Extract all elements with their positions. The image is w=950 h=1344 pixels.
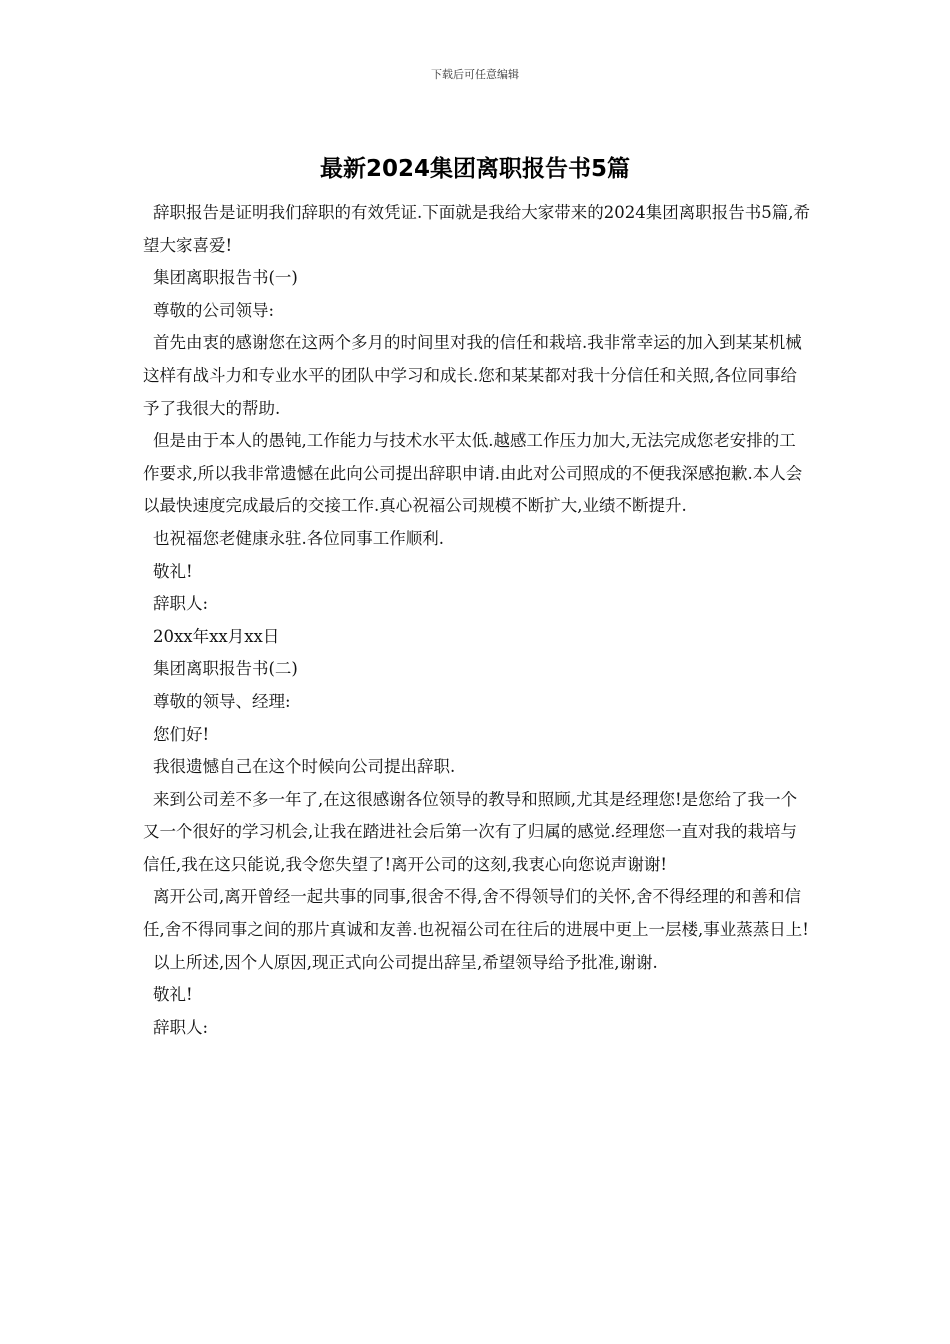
paragraph: 但是由于本人的愚钝,工作能力与技术水平太低.越感工作压力加大,无法完成您老安排的工作要求,所以我非常遗憾在此向公司提出辞职申请.由此对公司照成的不便我深感抱歉.本人会以最快速度完成最后的交接工作.真心祝福公司规模不断扩大,业绩不断提升.	[143, 431, 803, 516]
paragraph: 来到公司差不多一年了,在这很感谢各位领导的教导和照顾,尤其是经理您!是您给了我一个又一个很好的学习机会,让我在踏进社会后第一次有了归属的感觉.经理您一直对我的栽培与信任,我在这只能说,我令您失望了!离开公司的这刻,我衷心向您说声谢谢!	[143, 789, 798, 874]
paragraph: 以上所述,因个人原因,现正式向公司提出辞呈,希望领导给予批准,谢谢.	[153, 952, 658, 972]
paragraph: 离开公司,离开曾经一起共事的同事,很舍不得,舍不得领导们的关怀,舍不得经理的和善和信任,舍不得同事之间的那片真诚和友善.也祝福公司在往后的进展中更上一层楼,事业蒸蒸日上!	[143, 887, 809, 940]
paragraph: 辞职报告是证明我们辞职的有效凭证.下面就是我给大家带来的2024集团离职报告书5篇,希望大家喜爱!	[143, 203, 810, 255]
paragraph: 也祝福您老健康永驻.各位同事工作顺利.	[153, 528, 444, 548]
document-body	[143, 197, 811, 1044]
document-title: 最新2024集团离职报告书5篇	[319, 156, 631, 182]
closing: 敬礼!	[153, 985, 193, 1005]
signature-label: 辞职人:	[153, 594, 209, 614]
paragraph: 我很遗憾自己在这个时候向公司提出辞职.	[153, 757, 456, 777]
date-line: 20xx年xx月xx日	[153, 626, 280, 646]
signature-label: 辞职人:	[153, 1017, 209, 1037]
closing: 敬礼!	[153, 561, 193, 581]
section-heading: 集团离职报告书(二)	[153, 659, 298, 679]
header-note: 下载后可任意编辑	[431, 68, 519, 81]
section-heading: 集团离职报告书(一)	[153, 268, 298, 288]
salutation: 尊敬的公司领导:	[153, 300, 275, 320]
paragraph: 首先由衷的感谢您在这两个多月的时间里对我的信任和栽培.我非常幸运的加入到某某机械这样有战斗力和专业水平的团队中学习和成长.您和某某都对我十分信任和关照,各位同事给予了我很大的帮助.	[143, 333, 802, 418]
greeting: 您们好!	[153, 724, 210, 744]
salutation: 尊敬的领导、经理:	[153, 691, 291, 711]
